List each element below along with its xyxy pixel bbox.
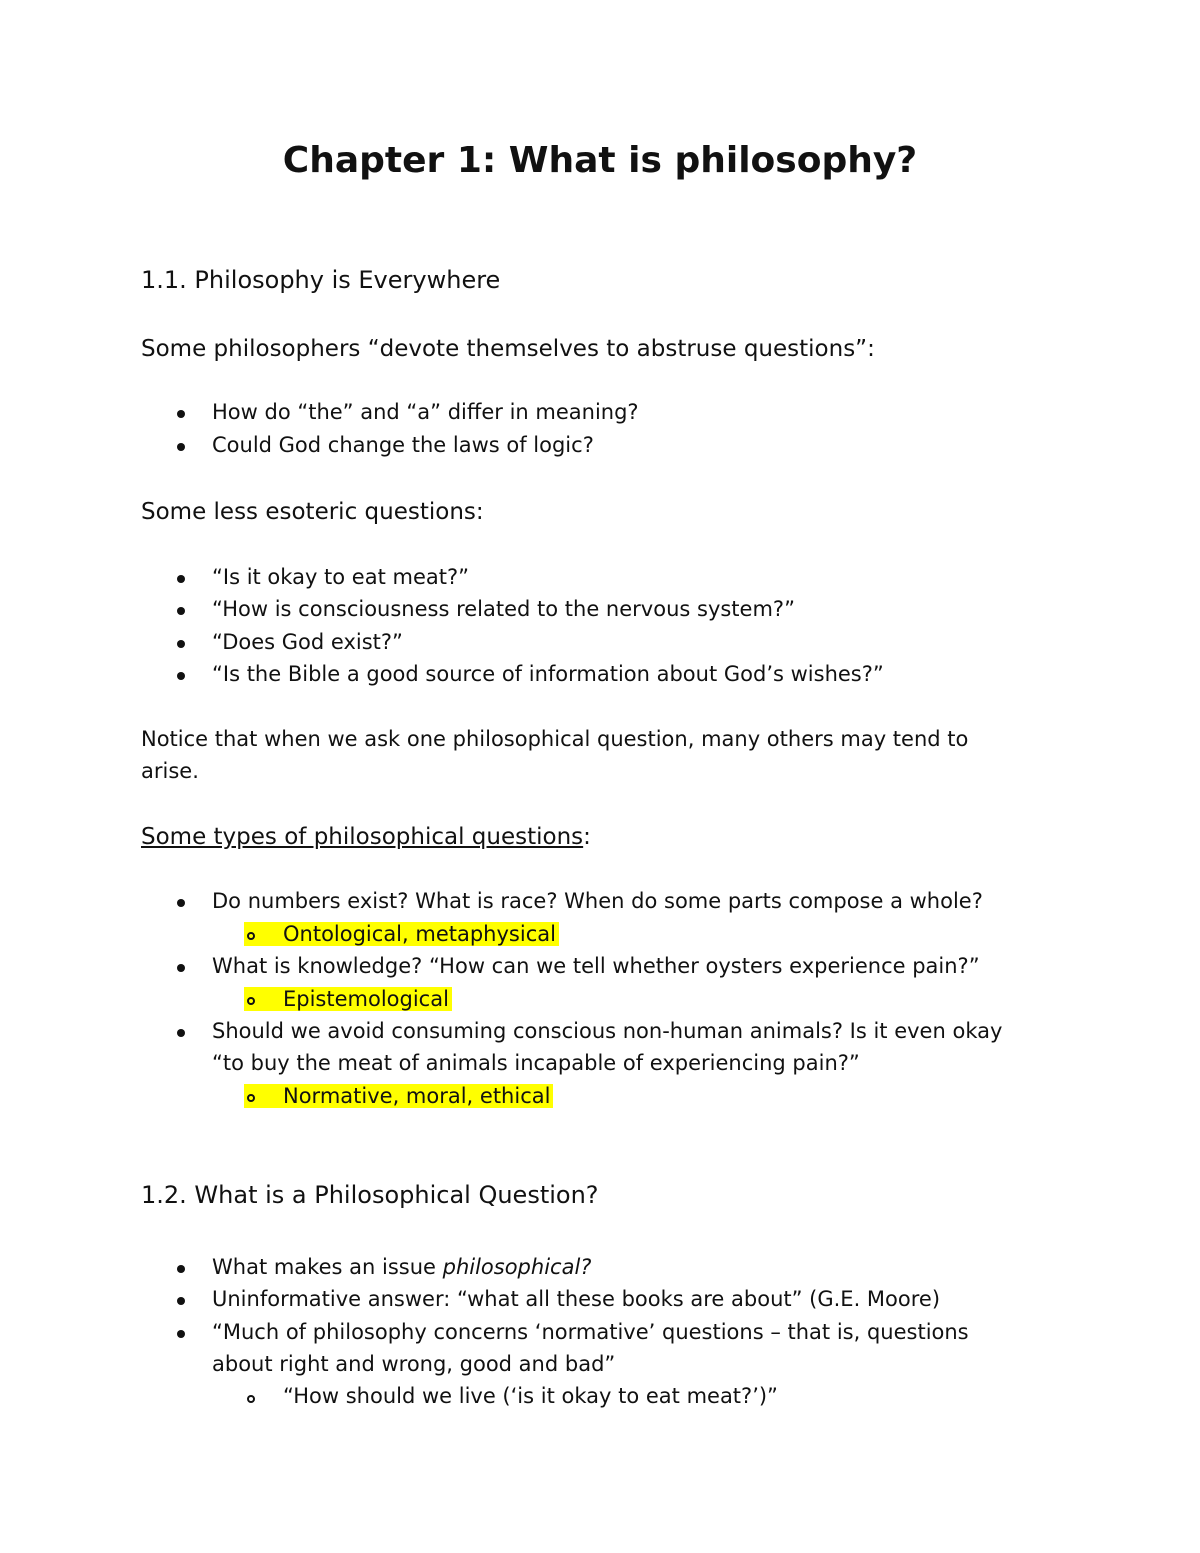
bullet-icon: [177, 1297, 185, 1305]
bullet-icon: [177, 640, 185, 648]
section-heading-1-2: 1.2. What is a Philosophical Question?: [141, 1181, 599, 1209]
bullet-icon: [177, 964, 185, 972]
type-tag-text: Ontological, metaphysical: [283, 922, 556, 946]
bullet-icon: [177, 575, 185, 583]
circle-bullet-icon: [247, 1395, 255, 1403]
list-item: “How is consciousness related to the nervous system?”: [212, 597, 795, 621]
type-tag-normative: [244, 1084, 553, 1108]
types-label: [141, 824, 591, 850]
list-item: “Does God exist?”: [212, 630, 403, 654]
list-item: What is knowledge? “How can we tell whether oysters experience pain?”: [212, 954, 980, 978]
list-item: [212, 1255, 591, 1279]
list-item: Could God change the laws of logic?: [212, 433, 594, 457]
list-item: Should we avoid consuming conscious non-human animals? Is it even okay: [212, 1019, 1003, 1043]
bullet-icon: [177, 1029, 185, 1037]
list-item: How do “the” and “a” differ in meaning?: [212, 400, 639, 424]
bullet-icon: [177, 410, 185, 418]
bullet-icon: [177, 1330, 185, 1338]
abstruse-intro: Some philosophers “devote themselves to abstruse questions”:: [141, 336, 875, 362]
circle-bullet-icon: [247, 997, 255, 1005]
chapter-title: Chapter 1: What is philosophy?: [282, 140, 918, 181]
list-item: Do numbers exist? What is race? When do some parts compose a whole?: [212, 889, 983, 913]
list-item: “Much of philosophy concerns ‘normative’ questions – that is, questions: [212, 1320, 969, 1344]
bullet-icon: [177, 443, 185, 451]
notice-line-2: arise.: [141, 759, 199, 783]
list-item-continuation: “to buy the meat of animals incapable of experiencing pain?”: [212, 1051, 860, 1075]
bullet-icon: [177, 899, 185, 907]
types-label-text: Some types of philosophical questions: [141, 824, 584, 850]
section-heading-1-1: 1.1. Philosophy is Everywhere: [141, 266, 501, 294]
list-item-continuation: about right and wrong, good and bad”: [212, 1352, 616, 1376]
type-tag-epistemological: [244, 987, 452, 1011]
sub-list-item: “How should we live (‘is it okay to eat meat?’)”: [283, 1384, 778, 1408]
bullet-icon: [177, 1265, 185, 1273]
circle-bullet-icon: [247, 1094, 255, 1102]
bullet-icon: [177, 672, 185, 680]
list-item: “Is the Bible a good source of information about God’s wishes?”: [212, 662, 884, 686]
list-item-emphasis: philosophical?: [442, 1255, 592, 1279]
types-label-colon: :: [583, 824, 591, 850]
less-esoteric-label: Some less esoteric questions:: [141, 499, 484, 525]
list-item: Uninformative answer: “what all these books are about” (G.E. Moore): [212, 1287, 941, 1311]
notice-line-1: Notice that when we ask one philosophical question, many others may tend to: [141, 727, 969, 751]
bullet-icon: [177, 607, 185, 615]
type-tag-text: Normative, moral, ethical: [283, 1084, 551, 1108]
list-item-text: What makes an issue: [212, 1255, 443, 1279]
type-tag-ontological: [244, 922, 559, 946]
list-item: “Is it okay to eat meat?”: [212, 565, 470, 589]
type-tag-text: Epistemological: [283, 987, 449, 1011]
circle-bullet-icon: [247, 932, 255, 940]
